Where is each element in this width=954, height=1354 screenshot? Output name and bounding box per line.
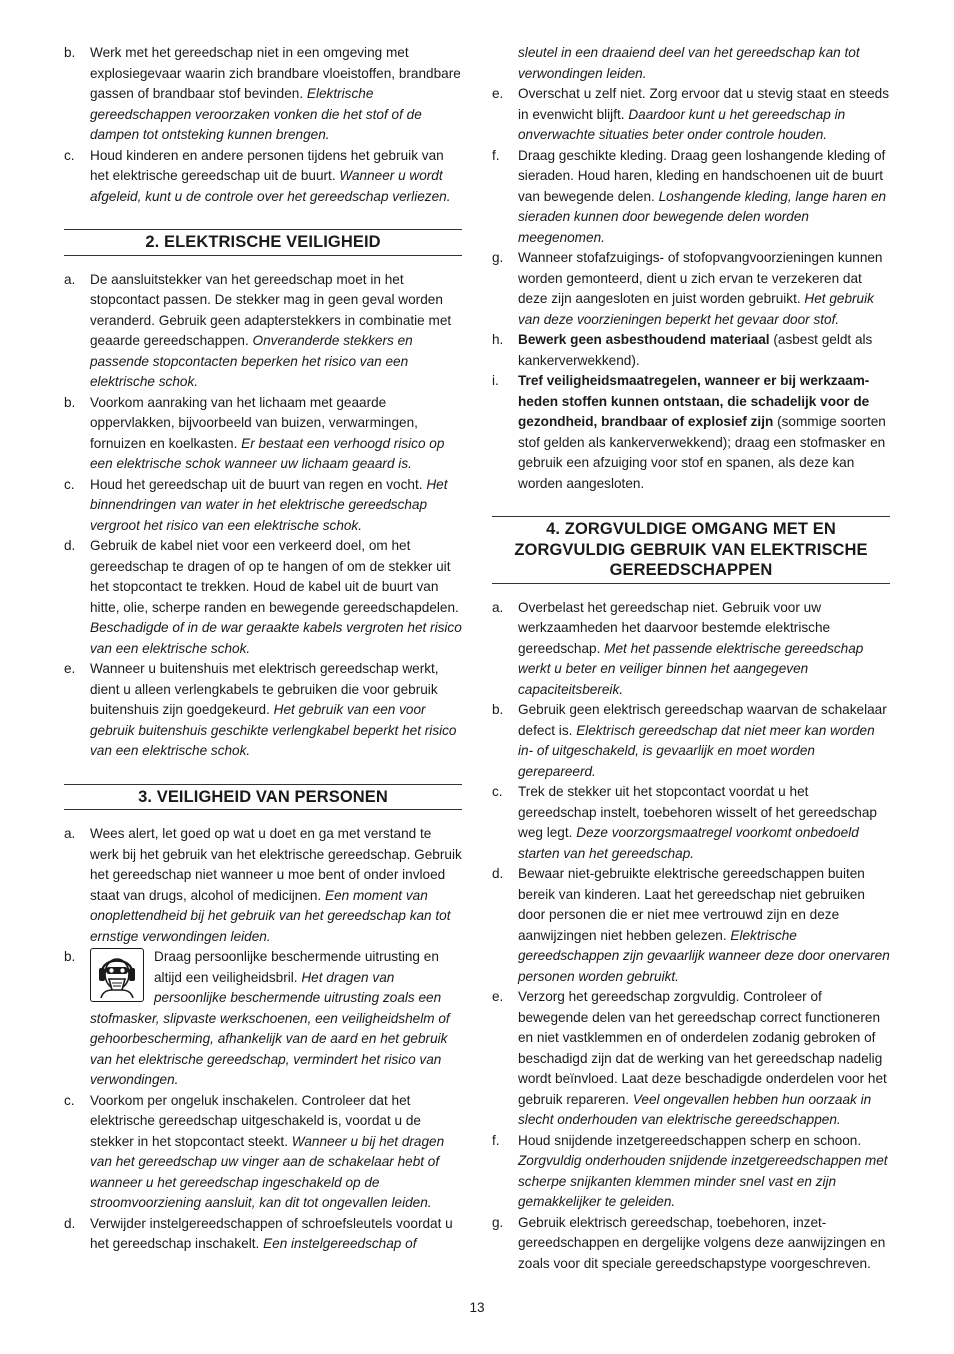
item-label: g. [492,1214,504,1230]
list-item [64,270,462,393]
item-label: b. [64,45,76,60]
personal-safety-list-continued [492,84,890,330]
item-label: e. [492,86,504,101]
list-item [64,146,462,208]
item-text: Bewaar niet-gebruikte elektrische gereedschappen buiten bereik van kinderen. Laat het gereedschap niet gebruiken door personen die er niet mee vertrouwd zijn en deze aanwijzingen niet hebben gelezen. Elektrische gereedschappen zijn gevaarlijk wanneer deze door onervaren personen worden gebruikt. [518,866,890,984]
left-column [64,43,462,1255]
item-text: Wanneer u buitenshuis met elektrisch gereedschap werkt, dient u alleen verlengkabels te gebruiken die voor gebruik buitenshuis zijn goedgekeurd. Het gebruik van een voor gebruik buitenshuis geschikte verlengkabel beperkt het risico van een elektrische schok. [90,661,457,758]
item-text: Gebruik de kabel niet voor een verkeerd doel, om het gereedschap te dragen of op te hangen of om de stekker uit het stopcontact te trekken. Houd de kabel uit de buurt van hitte, olie, scherpe randen en bewegende gereedschapdelen. Beschadigde of in de war geraakte kabels vergroten het risico van een elektrische schok. [90,538,462,656]
list-item-with-pictogram [64,947,462,1091]
list-item [492,782,890,864]
item-label: c. [64,147,75,163]
list-item [64,393,462,475]
item-text: Draag geschikte kleding. Draag geen loshangende kleding of sieraden. Houd haren, kleding en handschoenen uit de buurt van bewegende delen. Loshangende kleding, lange haren en sieraden kunnen door bewegende delen worden meegenomen. [518,147,887,245]
item-text: Houd snijdende inzetgereedschappen scherp en schoon. Zorgvuldig onderhouden snijdende inzetgereedschappen met scherpe snijkanten klemmen minder snel vast en zijn gemakkelijker te geleiden. [518,1132,888,1209]
section-title-line: GEREEDSCHAPPEN [609,561,773,579]
item-label: c. [64,1092,75,1108]
list-item [492,1131,890,1213]
tool-use-and-care-list [492,598,890,1275]
continued-text: sleutel in een draaiend deel van het gereedschap kan tot verwondingen leiden. [518,45,860,81]
item-label: d. [64,1215,76,1231]
item-text: Houd kinderen en andere personen tijdens het gebruik van het elektrische gereedschap uit de buurt. Wanneer u wordt afgeleid, kunt u de controle over het gereedschap verliezen. [90,147,451,204]
item-text: Draag persoonlijke beschermende uitrusting en altijd een veiligheidsbril. Het dragen van persoonlijke beschermende uitrusting zoals een stofmasker, slipvaste werkschoenen, een veiligheidshelm of gehoorbescherming, afhankelijk van de aard en het gebruik van het elektrische gereedschap, vermindert het risico van verwondingen. [90,949,450,1087]
item-label: c. [492,784,503,799]
item-label: g. [492,250,504,265]
item-label: c. [64,476,75,492]
item-text: Tref veiligheidsmaatregelen, wanneer er bij werkzaam-heden stoffen kunnen ontstaan, die schadelijk voor de gezondheid, brandbaar of explosief zijn (sommige soorten stof gelden als kankerverwekkend); draag een stofmasker en gebruik een afzuiging voor stof en spanen, als deze kan worden aangesloten. [518,373,886,491]
item-text: Werk met het gereedschap niet in een omgeving met explosiegevaar waarin zich brandbare vloeistoffen, brandbare gassen of brandbaar stof bevinden. Elektrische gereedschappen veroorzaken vonken die het stof of de dampen tot ontsteking kunnen brengen. [90,45,461,142]
intro-list [64,43,462,207]
section-title-line: 4. ZORGVULDIGE OMGANG MET EN [546,520,836,538]
item-label: e. [492,989,504,1004]
list-item [492,146,890,249]
item-label: b. [64,394,76,410]
list-item [64,536,462,659]
item-text: Voorkom aanraking van het lichaam met geaarde oppervlakken, bijvoorbeeld van buizen, verwarmingen, fornuizen en koelkasten. Er bestaat een verhoogd risico op een elektrische schok wanneer uw lichaam geaard is. [90,394,445,471]
list-item [64,659,462,762]
list-item [492,84,890,146]
item-label: d. [64,538,76,553]
electrical-safety-list [64,270,462,762]
list-item [64,824,462,947]
item-label: a. [492,599,504,615]
section-heading-personal-safety [64,784,462,811]
item-text: Trek de stekker uit het stopcontact voordat u het gereedschap instelt, toebehoren wisselt of het gereedschap weg legt. Deze voorzorgsmaatregel voorkomt onbedoeld starten van het gereedschap. [518,784,877,861]
list-item [64,1091,462,1214]
item-label: f. [492,1132,500,1148]
item-label: i. [492,373,499,388]
list-item [492,371,890,494]
list-item [492,598,890,701]
item-text: De aansluitstekker van het gereedschap moet in het stopcontact passen. De stekker mag in geen geval worden veranderd. Gebruik geen adapterstekkers in combinatie met geaarde gereedschappen. Onveranderde stekkers en passende stopcontacten beperken het risico van een elektrische schok. [90,271,452,389]
item-label: e. [64,661,76,676]
item-text: Gebruik geen elektrisch gereedschap waarvan de schakelaar defect is. Elektrisch gereedschap dat niet meer kan worden in- of uitgeschakeld, is gevaarlijk en moet worden gerepareerd. [518,702,887,779]
item-text: Voorkom per ongeluk inschakelen. Controleer dat het elektrische gereedschap uitgeschakeld is, voordat u de stekker in het stopcontact steekt. Wanneer u bij het dragen van het gereedschap uw vinger aan de schakelaar hebt of wanneer u het gereedschap ingeschakeld op de stroomvoorziening aansluit, kan dit tot ongevallen leiden. [90,1092,445,1210]
list-item [492,248,890,330]
section-title: 3. VEILIGHEID VAN PERSONEN [138,787,388,806]
list-item [492,864,890,987]
item-label: b. [64,949,76,964]
list-item [492,987,890,1131]
item-label: f. [492,147,500,163]
personal-safety-list [64,1091,462,1255]
item-label: d. [492,866,504,881]
item-text: Gebruik elektrisch gereedschap, toebehoren, inzet-gereedschappen en dergelijke volgens deze aanwijzingen en zoals voor dit speciale gereedschapstype voorgeschreven. [518,1214,886,1271]
item-label: a. [64,271,76,287]
list-item [64,475,462,537]
list-item [64,1214,462,1255]
item-text: Overbelast het gereedschap niet. Gebruik voor uw werkzaamheden het daarvoor bestemde elektrische gereedschap. Met het passende elektrische gereedschap werkt u beter en veiliger binnen het aangegeven capaciteitsbereik. [518,599,864,697]
list-item [492,330,890,371]
list-item [492,700,890,782]
page-number: 13 [469,1300,485,1315]
item-label: b. [492,702,504,717]
list-item [492,1213,890,1275]
item-text: Wees alert, let goed op wat u doet en ga met verstand te werk bij het gebruik van het elektrische gereedschap. Gebruik het gereedschap niet wanneer u moe bent of onder invloed staat van drugs, alcohol of medicijnen. Een moment van onoplettendheid bij het gebruik van het gereedschap kan tot ernstige verwondingen leiden. [90,826,462,944]
item-text: Verzorg het gereedschap zorgvuldig. Controleer of bewegende delen van het gereedschap correct functioneren en niet vastklemmen en of onderdelen zodanig gebroken of beschadigd zijn dat de werking van het gereedschap nadelig wordt beïnvloed. Laat deze beschadigde onderdelen voor het gebruik repareren. Veel ongevallen hebben hun oorzaak in slecht onderhouden van elektrische gereedschappen. [518,989,887,1127]
section-title: 2. ELEKTRISCHE VEILIGHEID [145,233,381,251]
item-text: Houd het gereedschap uit de buurt van regen en vocht. Het binnendringen van water in het elektrische gereedschap vergroot het risico van een elektrische schok. [90,476,448,533]
right-column [492,43,890,1274]
section-title-line: ZORGVULDIG GEBRUIK VAN ELEKTRISCHE [514,540,868,559]
item-label: h. [492,332,504,347]
section-heading-tool-use-and-care [492,516,890,584]
item-text: Wanneer stofafzuigings- of stofopvangvoorzieningen kunnen worden gemonteerd, dient u zich ervan te verzekeren dat deze zijn aangesloten en juist worden gebruikt. Het gebruik van deze voorzieningen beperkt het gevaar door stof. [518,250,883,327]
item-text: Verwijder instelgereedschappen of schroefsleutels voordat u het gereedschap inschakelt. Een instelgereedschap of [90,1215,453,1251]
list-item [64,43,462,146]
item-label: a. [64,826,76,841]
section-heading-electrical-safety [64,229,462,256]
safety-glasses-ear-protection-mask-icon [90,948,144,1002]
item-text: Bewerk geen asbesthoudend materiaal (asbest geldt als kankerverwekkend). [518,332,873,368]
item-text: Overschat u zelf niet. Zorg ervoor dat u stevig staat en steeds in evenwicht blijft. Daardoor kunt u het gereedschap in onverwachte situaties beter onder controle houden. [518,86,889,142]
